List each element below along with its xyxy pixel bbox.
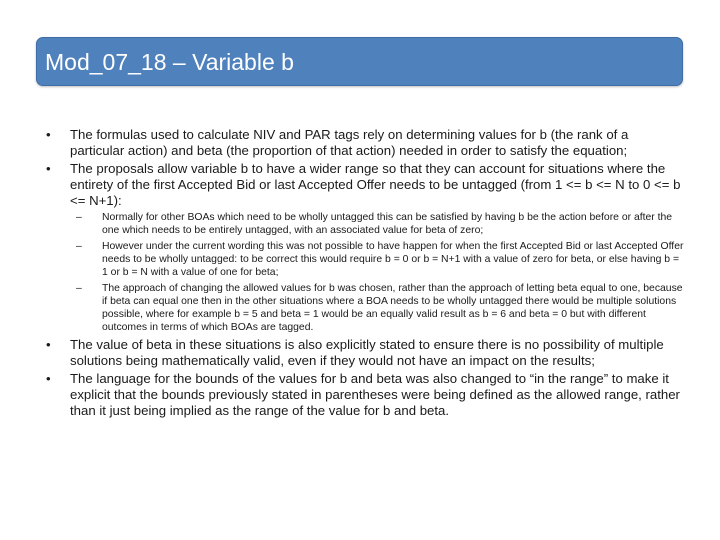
bullet-marker: •: [46, 371, 51, 386]
bullet-text: The formulas used to calculate NIV and PAR tags rely on determining values for b (the rank of a particular action) and beta (the proportion of that action) needed in order to satisfy the equation;: [70, 127, 629, 158]
sub-bullet-item: [70, 211, 684, 237]
sub-bullet-text: Normally for other BOAs which need to be wholly untagged this can be satisfied by having b be the action before or after the one which needs to be entirely untagged, with an associated value for beta of zero;: [102, 212, 673, 236]
sub-bullet-marker: –: [76, 283, 82, 294]
sub-bullet-text: The approach of changing the allowed values for b was chosen, rather than the approach of letting beta equal to one, because if beta can equal one then in the other situations where a BOA needs to be wholly untagged there would be multiple solutions possible, where for example b = 5 and beta = 1 would be an equally valid result as b = 6 and beta = 0 but with different outcomes in terms of which BOAs are tagged.: [102, 283, 683, 333]
sub-bullet-item: [70, 240, 684, 279]
bullet-item: [44, 371, 684, 419]
sub-bullet-list: [70, 211, 684, 334]
bullet-marker: •: [46, 161, 51, 176]
bullet-text: The language for the bounds of the values for b and beta was also changed to “in the range” to make it explicit that the bounds previously stated in parentheses were being defined as the allowed range, rather than it just being implied as the range of the value for b and beta.: [70, 371, 680, 418]
sub-bullet-marker: –: [76, 241, 82, 252]
sub-bullet-text: However under the current wording this was not possible to have happen for when the first Accepted Bid or last Accepted Offer needs to be wholly untagged: to be correct this would require b = 0 or b = N+1 with a value of zero for beta, or else having b = 1 or b = N with a value of one for beta;: [102, 241, 684, 278]
sub-bullet-item: [70, 282, 684, 334]
bullet-marker: •: [46, 127, 51, 142]
bullet-text: The value of beta in these situations is also explicitly stated to ensure there is no possibility of multiple solutions being mathematically valid, even if they would not have an impact on the results;: [70, 337, 664, 368]
bullet-item: [44, 337, 684, 369]
bullet-list: [44, 127, 684, 419]
bullet-item: [44, 161, 684, 334]
bullet-item: [44, 127, 684, 159]
bullet-marker: •: [46, 337, 51, 352]
bullet-text: The proposals allow variable b to have a wider range so that they can account for situations where the entirety of the first Accepted Bid or last Accepted Offer needs to be untagged (from 1 <= b <= N to 0 <= b <= N+1):: [70, 161, 681, 208]
sub-bullet-marker: –: [76, 212, 82, 223]
slide-content: [44, 127, 684, 421]
slide-title-bar: [36, 37, 683, 86]
slide-title: Mod_07_18 – Variable b: [45, 49, 294, 75]
